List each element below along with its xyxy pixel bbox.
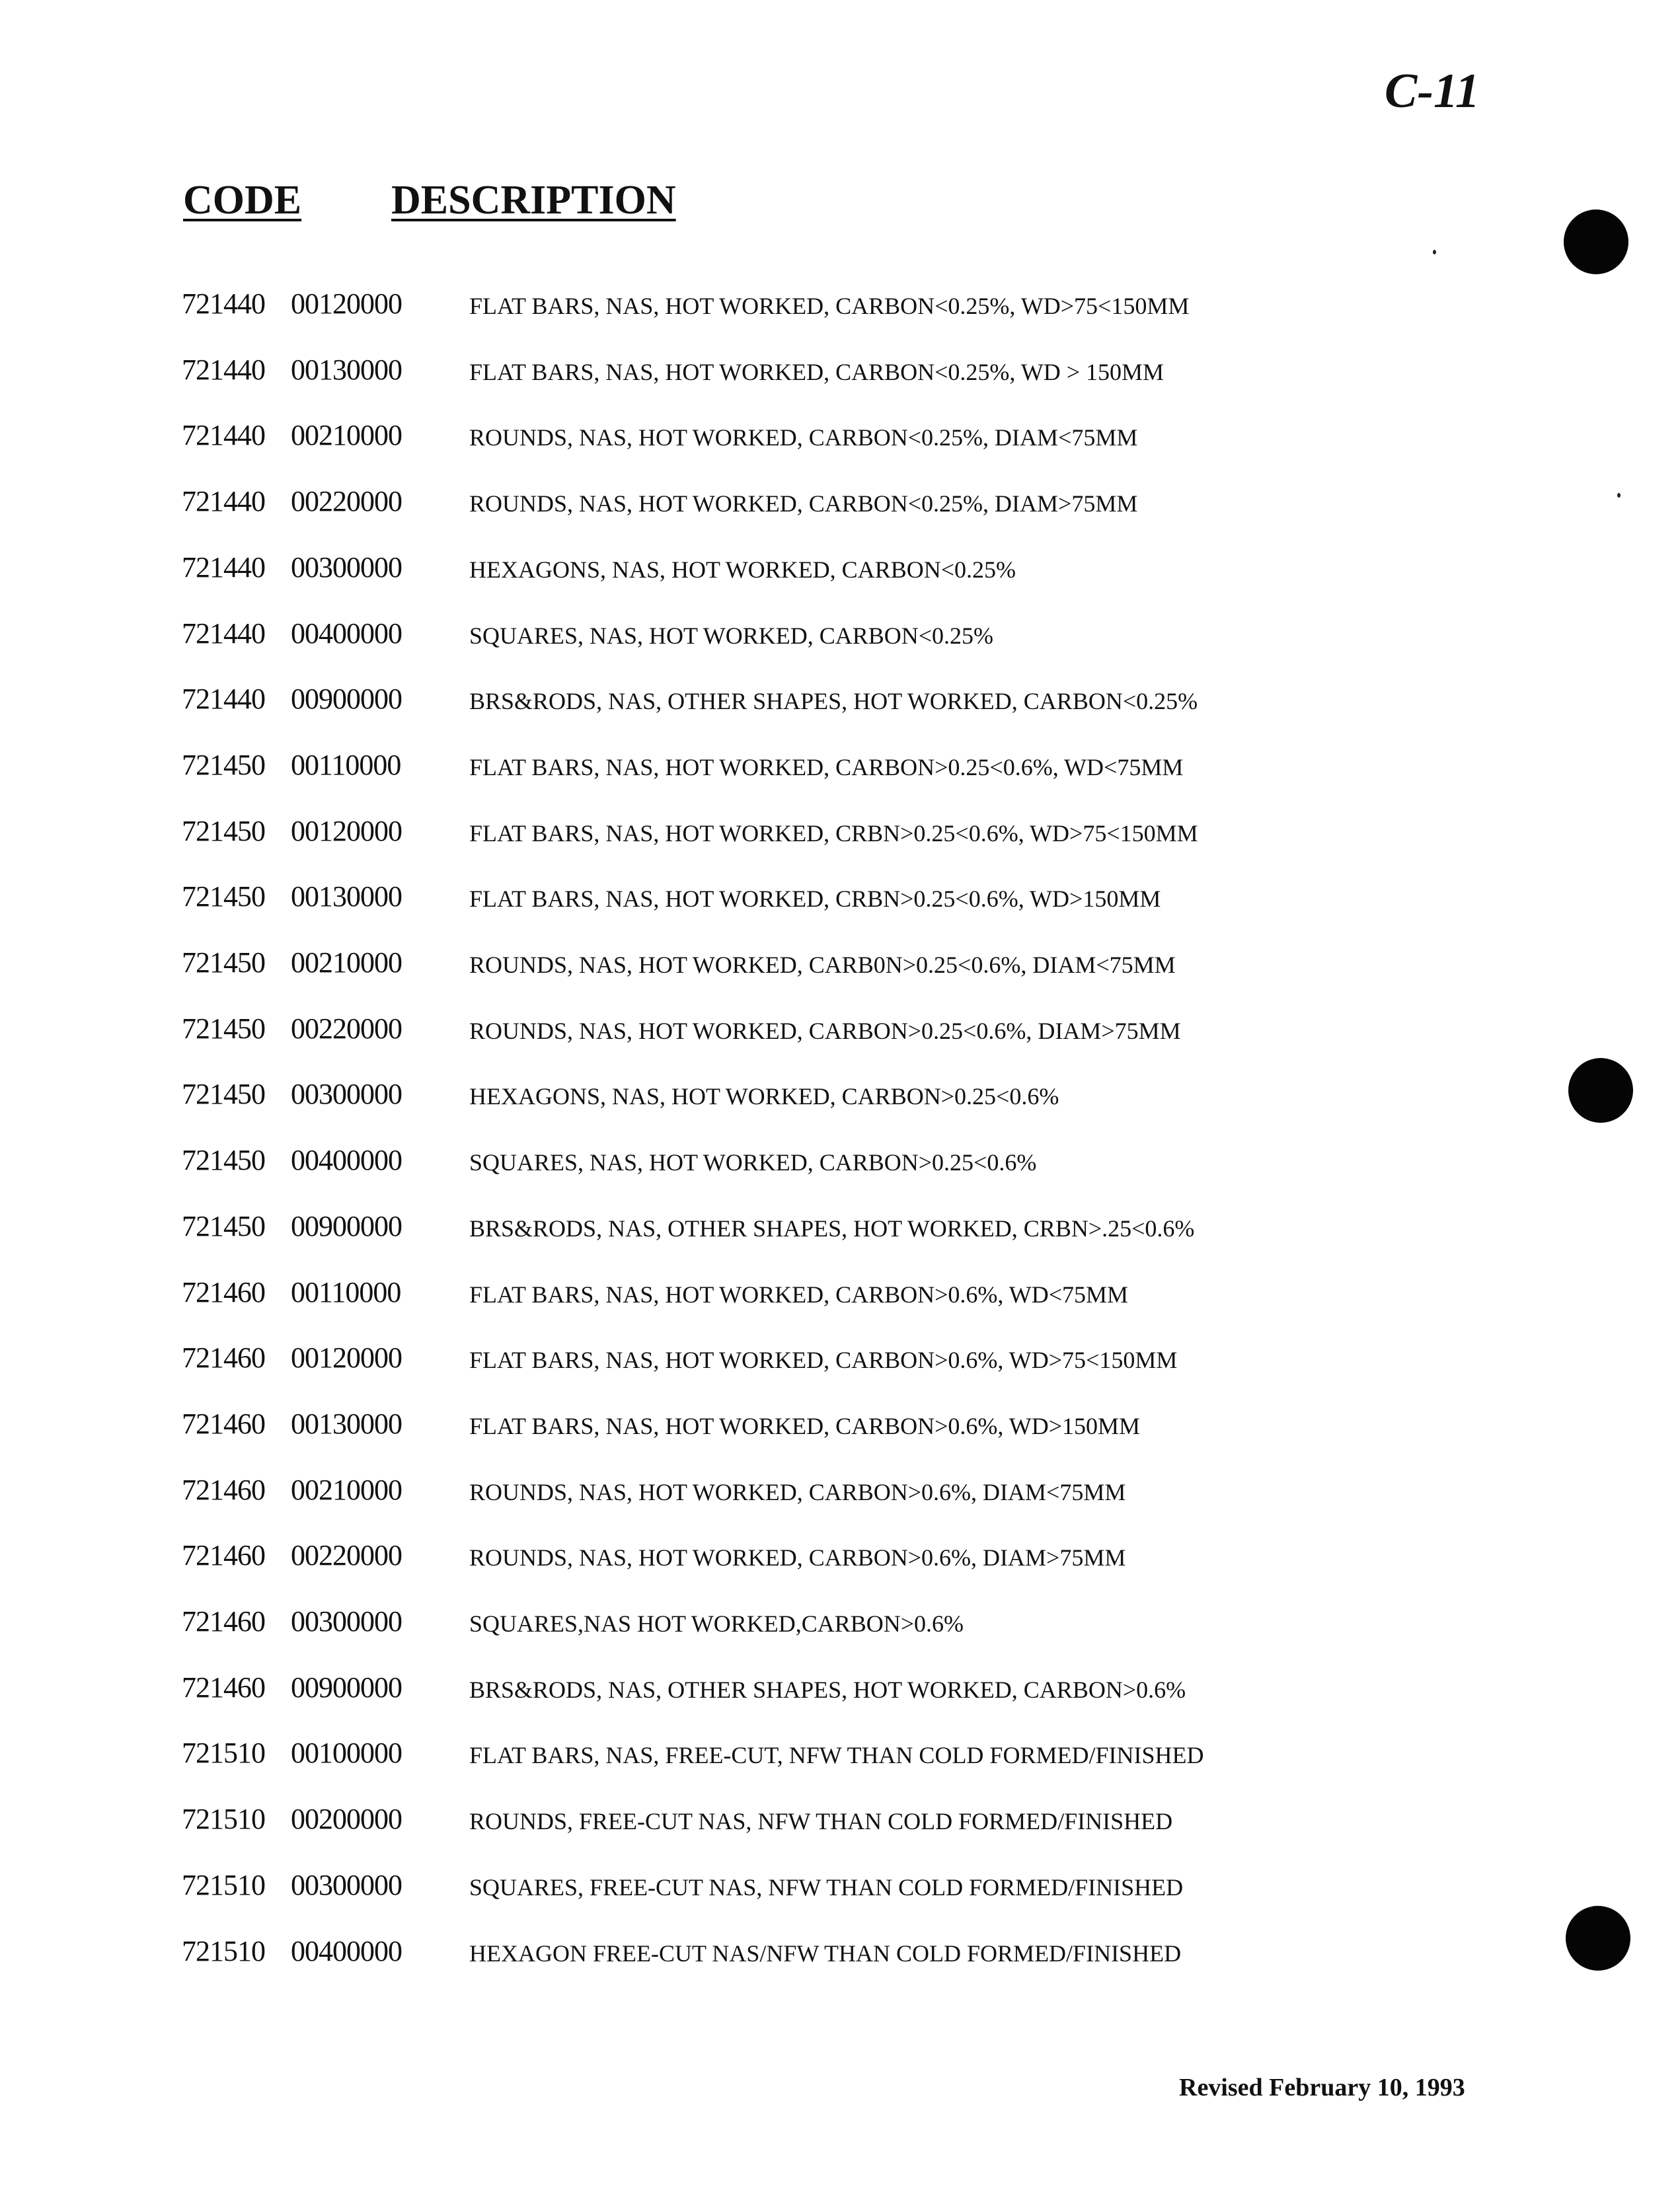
- description-text: FLAT BARS, NAS, HOT WORKED, CARBON>0.6%, WD>150MM: [469, 1413, 1141, 1439]
- code-prefix: 721460: [182, 1342, 265, 1374]
- description-text: FLAT BARS, NAS, HOT WORKED, CARBON<0.25%, WD>75<150MM: [469, 293, 1190, 319]
- table-row: [0, 1341, 1680, 1400]
- table-row: [0, 1934, 1680, 1994]
- table-row: [0, 1802, 1680, 1862]
- code-suffix: 00120000: [291, 1342, 402, 1374]
- code-prefix: 721440: [182, 287, 265, 320]
- code-prefix: 721440: [182, 551, 265, 584]
- code-prefix: 721440: [182, 683, 265, 715]
- table-row: [0, 1143, 1680, 1203]
- table-row: [0, 880, 1680, 939]
- description-text: FLAT BARS, NAS, HOT WORKED, CRBN>0.25<0.6%, WD>150MM: [469, 886, 1161, 912]
- code-suffix: 00110000: [291, 749, 401, 781]
- code-prefix: 721440: [182, 485, 265, 517]
- code-prefix: 721450: [182, 880, 265, 913]
- table-row: [0, 1473, 1680, 1532]
- description-text: BRS&RODS, NAS, OTHER SHAPES, HOT WORKED, CRBN>.25<0.6%: [469, 1215, 1195, 1242]
- table-row: [0, 1605, 1680, 1664]
- table-row: [0, 1736, 1680, 1795]
- code-suffix: 00900000: [291, 1210, 402, 1242]
- binder-hole: [1568, 1058, 1633, 1123]
- table-row: [0, 682, 1680, 741]
- description-text: ROUNDS, NAS, HOT WORKED, CARBON>0.6%, DIAM<75MM: [469, 1479, 1126, 1505]
- table-row: [0, 484, 1680, 544]
- code-suffix: 00300000: [291, 551, 402, 584]
- code-suffix: 00400000: [291, 1144, 402, 1176]
- description-text: SQUARES, FREE-CUT NAS, NFW THAN COLD FORMED/FINISHED: [469, 1874, 1184, 1901]
- code-prefix: 721440: [182, 354, 265, 386]
- binder-hole: [1564, 209, 1628, 274]
- table-row: [0, 1077, 1680, 1137]
- table-row: [0, 814, 1680, 874]
- description-text: FLAT BARS, NAS, HOT WORKED, CRBN>0.25<0.6%, WD>75<150MM: [469, 820, 1198, 847]
- description-text: FLAT BARS, NAS, FREE-CUT, NFW THAN COLD FORMED/FINISHED: [469, 1742, 1204, 1768]
- code-prefix: 721450: [182, 1210, 265, 1242]
- code-suffix: 00220000: [291, 1539, 402, 1571]
- code-prefix: 721460: [182, 1539, 265, 1571]
- table-row: [0, 748, 1680, 808]
- code-suffix: 00210000: [291, 946, 402, 979]
- code-suffix: 00100000: [291, 1737, 402, 1769]
- description-text: FLAT BARS, NAS, HOT WORKED, CARBON>0.6%, WD>75<150MM: [469, 1347, 1178, 1373]
- code-prefix: 721440: [182, 419, 265, 451]
- code-suffix: 00220000: [291, 485, 402, 517]
- binder-hole: [1566, 1906, 1630, 1971]
- table-row: [0, 1209, 1680, 1269]
- table-row: [0, 353, 1680, 412]
- code-prefix: 721460: [182, 1605, 265, 1638]
- code-suffix: 00120000: [291, 287, 402, 320]
- code-prefix: 721450: [182, 749, 265, 781]
- code-suffix: 00300000: [291, 1605, 402, 1638]
- description-text: ROUNDS, NAS, HOT WORKED, CARBON>0.6%, DIAM>75MM: [469, 1544, 1126, 1571]
- description-text: FLAT BARS, NAS, HOT WORKED, CARBON<0.25%, WD > 150MM: [469, 359, 1165, 385]
- description-text: SQUARES, NAS, HOT WORKED, CARBON<0.25%: [469, 623, 994, 649]
- description-text: ROUNDS, NAS, HOT WORKED, CARBON<0.25%, DIAM>75MM: [469, 490, 1138, 517]
- code-prefix: 721450: [182, 815, 265, 847]
- code-suffix: 00220000: [291, 1012, 402, 1045]
- code-prefix: 721450: [182, 1012, 265, 1045]
- code-suffix: 00900000: [291, 1671, 402, 1704]
- code-suffix: 00210000: [291, 1474, 402, 1506]
- description-text: HEXAGONS, NAS, HOT WORKED, CARBON<0.25%: [469, 556, 1016, 583]
- description-text: ROUNDS, FREE-CUT NAS, NFW THAN COLD FORMED/FINISHED: [469, 1808, 1173, 1834]
- description-column-header: DESCRIPTION: [391, 178, 676, 223]
- code-suffix: 00400000: [291, 617, 402, 650]
- code-prefix: 721510: [182, 1869, 265, 1901]
- code-prefix: 721460: [182, 1276, 265, 1308]
- table-row: [0, 418, 1680, 478]
- description-text: HEXAGON FREE-CUT NAS/NFW THAN COLD FORMED/FINISHED: [469, 1940, 1182, 1967]
- code-suffix: 00130000: [291, 354, 402, 386]
- code-prefix: 721510: [182, 1935, 265, 1967]
- code-suffix: 00210000: [291, 419, 402, 451]
- code-suffix: 00130000: [291, 1408, 402, 1440]
- code-prefix: 721460: [182, 1671, 265, 1704]
- page-number: C-11: [1385, 64, 1480, 118]
- revision-date: Revised February 10, 1993: [1179, 2074, 1465, 2101]
- code-suffix: 00200000: [291, 1803, 402, 1835]
- table-row: [0, 1012, 1680, 1071]
- description-text: ROUNDS, NAS, HOT WORKED, CARB0N>0.25<0.6%, DIAM<75MM: [469, 952, 1176, 978]
- description-text: SQUARES, NAS, HOT WORKED, CARBON>0.25<0.6%: [469, 1149, 1037, 1176]
- code-column-header: CODE: [183, 178, 302, 223]
- scan-speck: [1433, 250, 1436, 254]
- code-prefix: 721460: [182, 1408, 265, 1440]
- table-row: [0, 1407, 1680, 1466]
- table-row: [0, 946, 1680, 1005]
- code-prefix: 721510: [182, 1803, 265, 1835]
- description-text: ROUNDS, NAS, HOT WORKED, CARBON<0.25%, DIAM<75MM: [469, 424, 1138, 451]
- description-text: ROUNDS, NAS, HOT WORKED, CARBON>0.25<0.6%, DIAM>75MM: [469, 1018, 1181, 1044]
- code-prefix: 721510: [182, 1737, 265, 1769]
- code-prefix: 721460: [182, 1474, 265, 1506]
- code-prefix: 721450: [182, 1078, 265, 1110]
- table-row: [0, 1275, 1680, 1335]
- code-suffix: 00300000: [291, 1078, 402, 1110]
- code-suffix: 00110000: [291, 1276, 401, 1308]
- code-prefix: 721450: [182, 946, 265, 979]
- description-text: BRS&RODS, NAS, OTHER SHAPES, HOT WORKED, CARBON>0.6%: [469, 1677, 1186, 1703]
- description-text: HEXAGONS, NAS, HOT WORKED, CARBON>0.25<0.6%: [469, 1083, 1059, 1110]
- description-text: BRS&RODS, NAS, OTHER SHAPES, HOT WORKED, CARBON<0.25%: [469, 688, 1198, 714]
- code-prefix: 721440: [182, 617, 265, 650]
- table-row: [0, 1868, 1680, 1928]
- table-row: [0, 550, 1680, 610]
- code-suffix: 00400000: [291, 1935, 402, 1967]
- table-row: [0, 1538, 1680, 1598]
- scan-speck: [1617, 493, 1621, 498]
- code-suffix: 00120000: [291, 815, 402, 847]
- description-text: FLAT BARS, NAS, HOT WORKED, CARBON>0.6%, WD<75MM: [469, 1281, 1129, 1308]
- code-suffix: 00130000: [291, 880, 402, 913]
- code-suffix: 00900000: [291, 683, 402, 715]
- table-row: [0, 1671, 1680, 1730]
- table-row: [0, 287, 1680, 346]
- table-row: [0, 617, 1680, 676]
- description-text: FLAT BARS, NAS, HOT WORKED, CARBON>0.25<0.6%, WD<75MM: [469, 754, 1184, 780]
- description-text: SQUARES,NAS HOT WORKED,CARBON>0.6%: [469, 1610, 964, 1637]
- code-suffix: 00300000: [291, 1869, 402, 1901]
- code-prefix: 721450: [182, 1144, 265, 1176]
